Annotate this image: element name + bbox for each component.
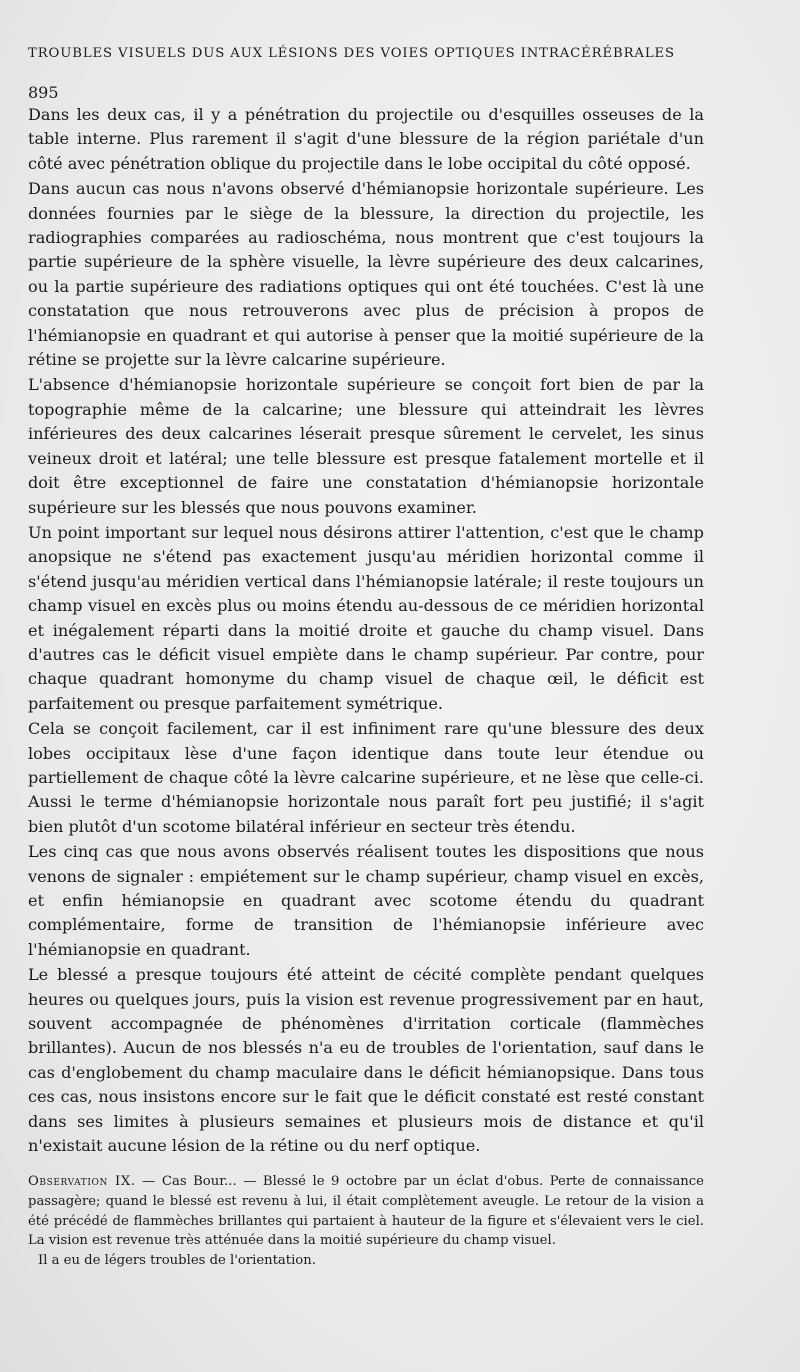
running-title: TROUBLES VISUELS DUS AUX LÉSIONS DES VOIES OPTIQUES INTRACÉRÉBRALES bbox=[28, 46, 675, 61]
paragraph-3: L'absence d'hémianopsie horizontale supérieure se conçoit fort bien de par la topographie même de la calcarine; une blessure qui atteindrait les lèvres inférieures des deux calcarines léserait presque sûrement le cervelet, les sinus veineux droit et latéral; une telle blessure est presque fatalement mortelle et il doit être exceptionnel de faire une constatation d'hémianopsie horizontale supérieure sur les blessés que nous pouvons examiner. bbox=[28, 375, 704, 517]
paragraph-6: Les cinq cas que nous avons observés réalisent toutes les dispositions que nous venons de signaler : empiétement sur le champ supérieur, champ visuel en excès, et enfin hémianopsie en quadrant avec scotome étendu du quadrant complémentaire, forme de transition de l'hémianopsie inférieure avec l'hémianopsie en quadrant. bbox=[28, 842, 704, 959]
observation-paragraph bbox=[28, 1172, 704, 1250]
paragraph-1: Dans les deux cas, il y a pénétration du projectile ou d'esquilles osseuses de la table interne. Plus rarement il s'agit d'une blessure de la région pariétale d'un côté avec pénétration oblique du projectile dans le lobe occipital du côté opposé. bbox=[28, 105, 704, 173]
observation-paragraph-2: Il a eu de légers troubles de l'orientation. bbox=[38, 1252, 316, 1268]
paragraph-5: Cela se conçoit facilement, car il est infiniment rare qu'une blessure des deux lobes occipitaux lèse d'une façon identique dans toute leur étendue ou partiellement de chaque côté la lèvre calcarine supérieure, et ne lèse que celle-ci. Aussi le terme d'hémianopsie horizontale nous paraît fort peu justifié; il s'agit bien plutôt d'un scotome bilatéral inférieur en secteur très étendu. bbox=[28, 719, 704, 836]
observation-label: Observation IX. bbox=[28, 1174, 136, 1190]
observation-block bbox=[28, 1172, 704, 1270]
page-number: 895 bbox=[28, 83, 59, 102]
paragraph-4: Un point important sur lequel nous désirons attirer l'attention, c'est que le champ anopsique ne s'étend pas exactement jusqu'au méridien horizontal comme il s'étend jusqu'au méridien vertical dans l'hémianopsie latérale; il reste toujours un champ visuel en excès plus ou moins étendu au-dessous de ce méridien horizontal et inégalement réparti dans la moitié droite et gauche du champ visuel. Dans d'autres cas le déficit visuel empiète dans le champ supérieur. Par contre, pour chaque quadrant homonyme du champ visuel de chaque œil, le déficit est parfaitement ou presque parfaitement symétrique. bbox=[28, 522, 704, 713]
paragraph-2: Dans aucun cas nous n'avons observé d'hémianopsie horizontale supérieure. Les données fournies par le siège de la blessure, la direction du projectile, les radiographies comparées au radioschéma, nous montrent que c'est toujours la partie supérieure de la sphère visuelle, la lèvre supérieure des deux calcarines, ou la partie supérieure des radiations optiques qui ont été touchées. C'est là une constatation que nous retrouverons avec plus de précision à propos de l'hémianopsie en quadrant et qui autorise à penser que la moitié supérieure de la rétine se projette sur la lèvre calcarine supérieure. bbox=[28, 179, 704, 370]
main-text bbox=[28, 103, 704, 1158]
observation-text: — Cas Bour... — Blessé le 9 octobre par un éclat d'obus. Perte de connaissance passagère; quand le blessé est revenu à lui, il était complètement aveugle. Le retour de la vision a été précédé de flammèches brillantes qui partaient à hauteur de la figure et s'élevaient vers le ciel. La vision est revenue très atténuée dans la moitié supérieure du champ visuel. bbox=[28, 1174, 704, 1249]
running-header bbox=[28, 46, 704, 61]
paragraph-7: Le blessé a presque toujours été atteint de cécité complète pendant quelques heures ou quelques jours, puis la vision est revenue progressivement par en haut, souvent accompagnée de phénomènes d'irritation corticale (flammèches brillantes). Aucun de nos blessés n'a eu de troubles de l'orientation, sauf dans le cas d'englobement du champ maculaire dans le déficit hémianopsique. Dans tous ces cas, nous insistons encore sur le fait que le déficit constaté est resté constant dans ses limites à plusieurs semaines et plusieurs mois de distance et qu'il n'existait aucune lésion de la rétine ou du nerf optique. bbox=[28, 965, 704, 1156]
